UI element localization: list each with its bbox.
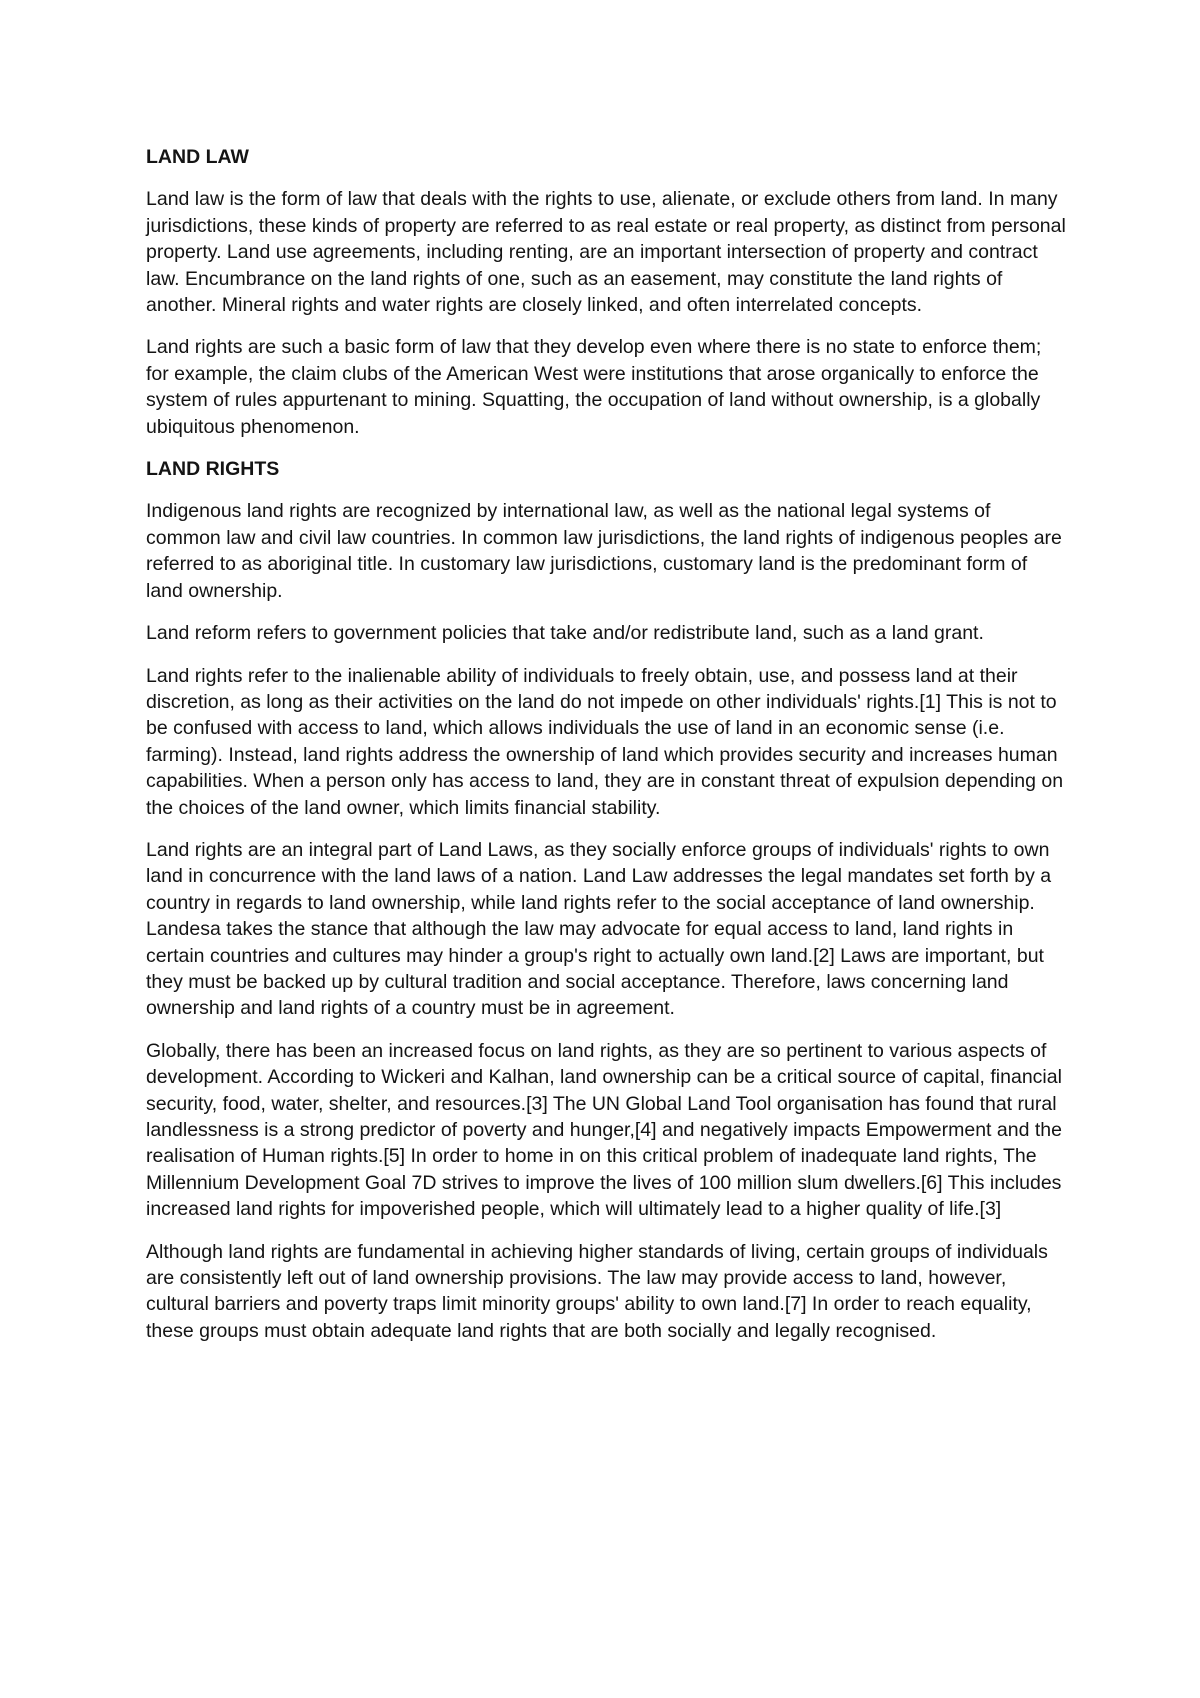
paragraph: Land rights are such a basic form of law that they develop even where there is no state to enforce them; for example, the claim clubs of the American West were institutions that arose organically to enforce the system of rules appurtenant to mining. Squatting, the occupation of land without ownership, is a globally ubiquitous phenomenon. <box>146 336 1042 438</box>
section-heading-land-rights: LAND RIGHTS <box>146 458 280 481</box>
paragraph: Indigenous land rights are recognized by international law, as well as the national legal systems of common law and civil law countries. In common law jurisdictions, the land rights of indigenous peoples are referred to as aboriginal title. In customary law jurisdictions, customary land is the predominant form of land ownership. <box>146 500 1062 602</box>
paragraph: Globally, there has been an increased focus on land rights, as they are so pertinent to various aspects of development. According to Wickeri and Kalhan, land ownership can be a critical source of capital, financial security, food, water, shelter, and resources.[3] The UN Global Land Tool organisation has found that rural landlessness is a strong predictor of poverty and hunger,[4] and negatively impacts Empowerment and the realisation of Human rights.[5] In order to home in on this critical problem of inadequate land rights, The Millennium Development Goal 7D strives to improve the lives of 100 million slum dwellers.[6] This includes increased land rights for impoverished people, which will ultimately lead to a higher quality of life.[3] <box>146 1039 1062 1221</box>
paragraph: Although land rights are fundamental in achieving higher standards of living, certain groups of individuals are consistently left out of land ownership provisions. The law may provide access to land, however, cultural barriers and poverty traps limit minority groups' ability to own land.[7] In order to reach equality, these groups must obtain adequate land rights that are both socially and legally recognised. <box>146 1240 1048 1342</box>
paragraph: Land law is the form of law that deals with the rights to use, alienate, or exclude others from land. In many jurisdictions, these kinds of property are referred to as real estate or real property, as distinct from personal property. Land use agreements, including renting, are an important intersection of property and contract law. Encumbrance on the land rights of one, such as an easement, may constitute the land rights of another. Mineral rights and water rights are closely linked, and often interrelated concepts. <box>146 188 1066 317</box>
section-heading-land-law: LAND LAW <box>146 146 249 168</box>
paragraph: Land rights are an integral part of Land Laws, as they socially enforce groups of individuals' rights to own land in concurrence with the land laws of a nation. Land Law addresses the legal mandates set forth by a country in regards to land ownership, while land rights refer to the social acceptance of land ownership. Landesa takes the stance that although the law may advocate for equal access to land, land rights in certain countries and cultures may hinder a group's right to actually own land.[2] Laws are important, but they must be backed up by cultural tradition and social acceptance. Therefore, laws concerning land ownership and land rights of a country must be in agreement. <box>146 838 1052 1020</box>
paragraph: Land rights refer to the inalienable ability of individuals to freely obtain, use, and possess land at their discretion, as long as their activities on the land do not impede on other individuals' rights.[1] This is not to be confused with access to land, which allows individuals the use of land in an economic sense (i.e. farming). Instead, land rights address the ownership of land which provides security and increases human capabilities. When a person only has access to land, they are in constant threat of expulsion depending on the choices of the land owner, which limits financial stability. <box>146 664 1064 819</box>
document-body <box>146 144 1068 1360</box>
paragraph: Land reform refers to government policies that take and/or redistribute land, such as a land grant. <box>146 622 984 645</box>
